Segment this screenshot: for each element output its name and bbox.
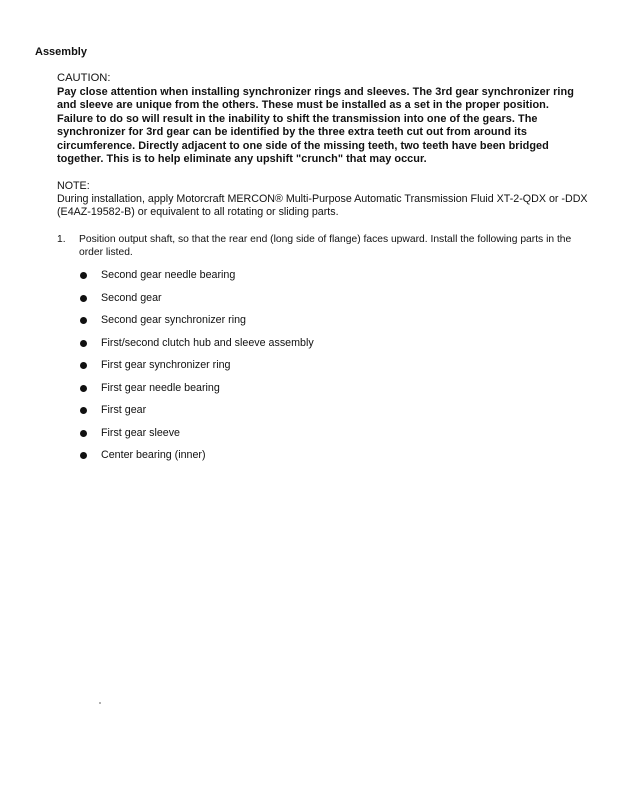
- caution-label: CAUTION:: [57, 72, 111, 84]
- note-block: [57, 180, 597, 219]
- step-number: 1.: [57, 234, 66, 245]
- part-label: First gear needle bearing: [101, 381, 220, 394]
- bullet-icon: [80, 430, 87, 437]
- bullet-icon: [80, 295, 87, 302]
- bullet-icon: [80, 340, 87, 347]
- part-label: Second gear synchronizer ring: [101, 314, 246, 326]
- part-label: First gear synchronizer ring: [101, 359, 231, 371]
- caution-text: Pay close attention when installing synchronizer rings and sleeves. The 3rd gear synchronizer ring and sleeve are unique from the others. These must be installed as a set in the proper position. Failure to do so will result in the inability to shift the transmission into one of the gears. The synchronizer for 3rd gear can be identified by the three extra teeth cut out from around its circumference. Directly adjacent to one side of the missing teeth, two teeth have been bridged together. This is to help eliminate any upshift "crunch" that may occur.: [57, 85, 574, 165]
- part-label: Center bearing (inner): [101, 449, 206, 461]
- section-heading: Assembly: [35, 46, 87, 58]
- part-label: First gear sleeve: [101, 426, 180, 439]
- note-label: NOTE:: [57, 180, 90, 192]
- bullet-icon: [80, 317, 87, 324]
- step-text: Position output shaft, so that the rear end (long side of flange) faces upward. Install the following parts in the order listed.: [79, 234, 572, 258]
- bullet-icon: [80, 362, 87, 369]
- bullet-icon: [80, 407, 87, 414]
- caution-block: [57, 72, 587, 167]
- note-text: During installation, apply Motorcraft MERCON® Multi-Purpose Automatic Transmission Fluid XT-2-QDX or -DDX (E4AZ-19582-B) or equivalent to all rotating or sliding parts.: [57, 193, 588, 218]
- bullet-icon: [80, 452, 87, 459]
- part-label: First/second clutch hub and sleeve assembly: [101, 336, 314, 349]
- part-label: Second gear: [101, 291, 162, 304]
- bullet-icon: [80, 385, 87, 392]
- part-label: First gear: [101, 404, 147, 416]
- bullet-icon: [80, 272, 87, 279]
- part-label: Second gear needle bearing: [101, 269, 236, 281]
- scan-speck: [99, 702, 101, 704]
